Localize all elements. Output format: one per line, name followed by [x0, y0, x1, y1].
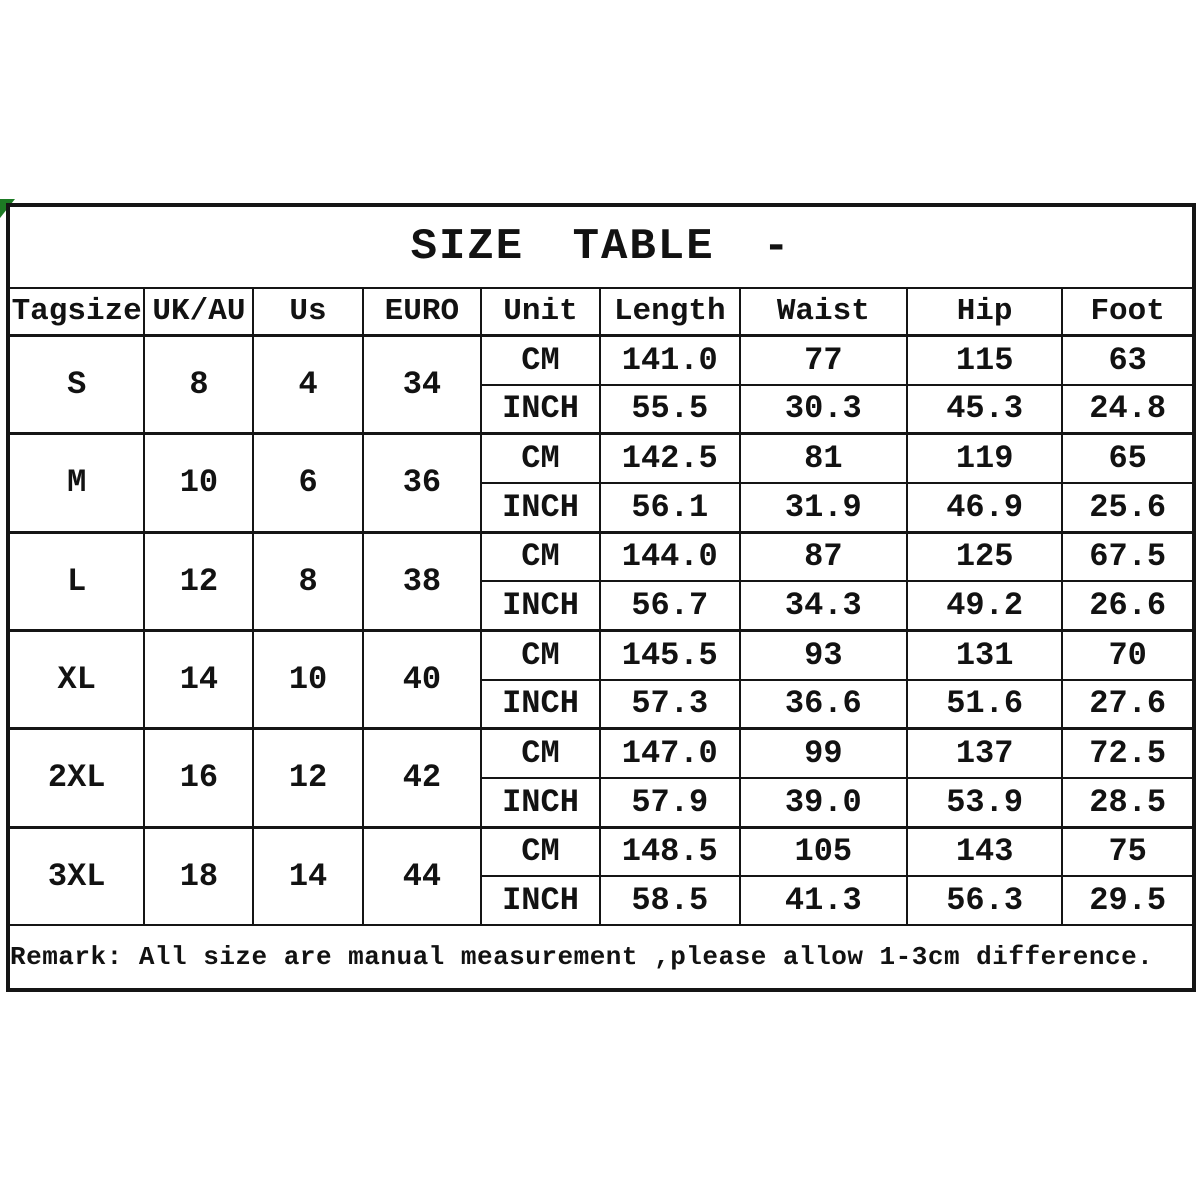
cell-uk-au: 12 — [144, 532, 253, 630]
cell-unit-cm: CM — [481, 336, 600, 385]
cell-hip-cm: 143 — [907, 827, 1062, 876]
cell-unit-cm: CM — [481, 532, 600, 581]
table-title: SIZE TABLE - — [8, 205, 1194, 288]
cell-euro: 42 — [363, 729, 482, 827]
cell-us: 8 — [253, 532, 362, 630]
cell-hip-inch: 46.9 — [907, 483, 1062, 532]
cell-hip-cm: 119 — [907, 434, 1062, 483]
cell-hip-inch: 49.2 — [907, 581, 1062, 630]
cell-waist-cm: 99 — [740, 729, 907, 778]
cell-hip-inch: 56.3 — [907, 876, 1062, 925]
size-rows-body — [8, 336, 1194, 926]
cell-unit-inch: INCH — [481, 680, 600, 729]
cell-hip-inch: 53.9 — [907, 778, 1062, 827]
cell-uk-au: 18 — [144, 827, 253, 925]
cell-euro: 34 — [363, 336, 482, 434]
remark-text: Remark: All size are manual measurement ,please allow 1-3cm difference. — [8, 925, 1194, 990]
cell-length-cm: 142.5 — [600, 434, 740, 483]
col-header-foot: Foot — [1062, 288, 1194, 336]
cell-foot-inch: 28.5 — [1062, 778, 1194, 827]
size-table — [6, 203, 1196, 992]
cell-tagsize: M — [8, 434, 144, 532]
cell-uk-au: 10 — [144, 434, 253, 532]
cell-us: 4 — [253, 336, 362, 434]
col-header-hip: Hip — [907, 288, 1062, 336]
col-header-waist: Waist — [740, 288, 907, 336]
cell-foot-inch: 24.8 — [1062, 385, 1194, 434]
col-header-length: Length — [600, 288, 740, 336]
cell-uk-au: 8 — [144, 336, 253, 434]
cell-tagsize: S — [8, 336, 144, 434]
col-header-us: Us — [253, 288, 362, 336]
title-row — [8, 205, 1194, 288]
cell-hip-inch: 51.6 — [907, 680, 1062, 729]
cell-euro: 44 — [363, 827, 482, 925]
cell-hip-cm: 125 — [907, 532, 1062, 581]
cell-euro: 38 — [363, 532, 482, 630]
cell-waist-inch: 41.3 — [740, 876, 907, 925]
cell-foot-cm: 63 — [1062, 336, 1194, 385]
cell-length-cm: 148.5 — [600, 827, 740, 876]
size-row-3xl-cm — [8, 827, 1194, 876]
cell-unit-inch: INCH — [481, 581, 600, 630]
cell-unit-inch: INCH — [481, 778, 600, 827]
cell-length-cm: 141.0 — [600, 336, 740, 385]
cell-waist-inch: 36.6 — [740, 680, 907, 729]
cell-waist-inch: 31.9 — [740, 483, 907, 532]
cell-unit-inch: INCH — [481, 876, 600, 925]
cell-us: 6 — [253, 434, 362, 532]
cell-length-cm: 147.0 — [600, 729, 740, 778]
cell-length-inch: 55.5 — [600, 385, 740, 434]
cell-foot-cm: 70 — [1062, 630, 1194, 679]
size-row-s-cm — [8, 336, 1194, 385]
cell-waist-inch: 34.3 — [740, 581, 907, 630]
cell-foot-inch: 25.6 — [1062, 483, 1194, 532]
cell-hip-inch: 45.3 — [907, 385, 1062, 434]
cell-uk-au: 16 — [144, 729, 253, 827]
size-row-l-cm — [8, 532, 1194, 581]
cell-waist-cm: 105 — [740, 827, 907, 876]
cell-length-inch: 56.7 — [600, 581, 740, 630]
cell-unit-inch: INCH — [481, 385, 600, 434]
cell-hip-cm: 115 — [907, 336, 1062, 385]
cell-us: 12 — [253, 729, 362, 827]
size-row-2xl-cm — [8, 729, 1194, 778]
cell-tagsize: 3XL — [8, 827, 144, 925]
cell-hip-cm: 131 — [907, 630, 1062, 679]
cell-tagsize: L — [8, 532, 144, 630]
size-row-xl-cm — [8, 630, 1194, 679]
cell-uk-au: 14 — [144, 630, 253, 728]
cell-foot-cm: 67.5 — [1062, 532, 1194, 581]
cell-unit-cm: CM — [481, 630, 600, 679]
cell-waist-cm: 77 — [740, 336, 907, 385]
cell-euro: 36 — [363, 434, 482, 532]
cell-foot-cm: 65 — [1062, 434, 1194, 483]
cell-unit-inch: INCH — [481, 483, 600, 532]
cell-unit-cm: CM — [481, 434, 600, 483]
col-header-unit: Unit — [481, 288, 600, 336]
cell-foot-inch: 26.6 — [1062, 581, 1194, 630]
cell-foot-inch: 29.5 — [1062, 876, 1194, 925]
cell-foot-inch: 27.6 — [1062, 680, 1194, 729]
cell-foot-cm: 72.5 — [1062, 729, 1194, 778]
cell-tagsize: XL — [8, 630, 144, 728]
cell-waist-inch: 39.0 — [740, 778, 907, 827]
cell-waist-cm: 93 — [740, 630, 907, 679]
cell-unit-cm: CM — [481, 827, 600, 876]
cell-length-inch: 56.1 — [600, 483, 740, 532]
cell-euro: 40 — [363, 630, 482, 728]
cell-length-cm: 145.5 — [600, 630, 740, 679]
cell-length-inch: 57.9 — [600, 778, 740, 827]
cell-length-cm: 144.0 — [600, 532, 740, 581]
cell-waist-cm: 87 — [740, 532, 907, 581]
cell-us: 10 — [253, 630, 362, 728]
col-header-euro: EURO — [363, 288, 482, 336]
cell-length-inch: 57.3 — [600, 680, 740, 729]
col-header-tagsize: Tagsize — [8, 288, 144, 336]
cell-length-inch: 58.5 — [600, 876, 740, 925]
cell-us: 14 — [253, 827, 362, 925]
remark-row — [8, 925, 1194, 990]
cell-waist-cm: 81 — [740, 434, 907, 483]
size-row-m-cm — [8, 434, 1194, 483]
col-header-uk-au: UK/AU — [144, 288, 253, 336]
cell-waist-inch: 30.3 — [740, 385, 907, 434]
cell-tagsize: 2XL — [8, 729, 144, 827]
header-row — [8, 288, 1194, 336]
cell-unit-cm: CM — [481, 729, 600, 778]
cell-hip-cm: 137 — [907, 729, 1062, 778]
cell-foot-cm: 75 — [1062, 827, 1194, 876]
